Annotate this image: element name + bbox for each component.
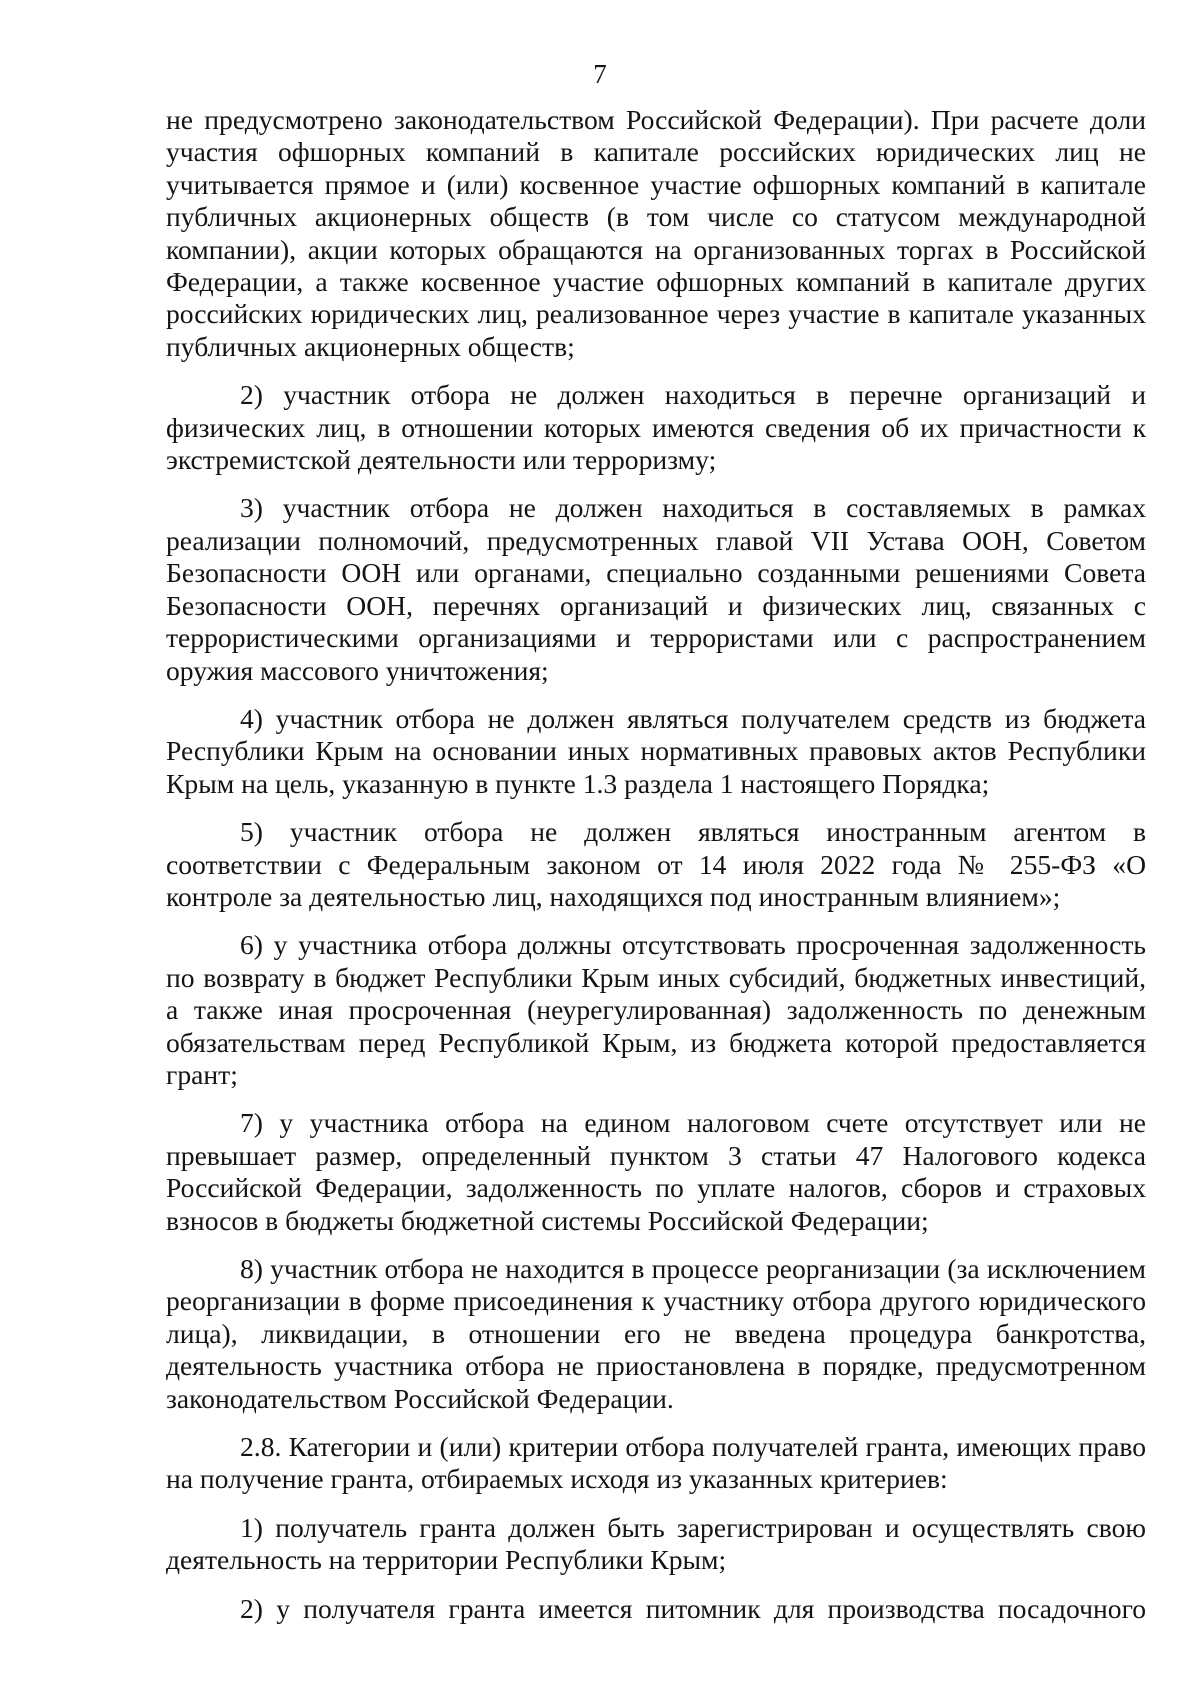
paragraph-item-5-foreign-agent: 5) участник отбора не должен являться иностранным агентом в соответствии с Федеральным законом от 14 июля 2022 года № 255-ФЗ «О контроле за деятельностью лиц, находящихся под иностранным влиянием»; bbox=[166, 816, 1146, 912]
paragraph-item-6-overdue-debt: 6) у участника отбора должны отсутствовать просроченная задолженность по возврату в бюджет Республики Крым иных субсидий, бюджетных инвестиций, а также иная просроченная (неурегулированная) задолженность по денежным обязательствам перед Республикой Крым, из бюджета которой предоставляется грант; bbox=[166, 929, 1146, 1090]
paragraph-item-7-tax-debt: 7) у участника отбора на едином налоговом счете отсутствует или не превышает размер, определенный пунктом 3 статьи 47 Налогового кодекса Российской Федерации, задолженность по уплате налогов, сборов и страховых взносов в бюджеты бюджетной системы Российской Федерации; bbox=[166, 1107, 1146, 1236]
paragraph-criteria-item-2: 2) у получателя гранта имеется питомник для производства посадочного bbox=[240, 1592, 1146, 1624]
paragraph-criteria-item-1: 1) получатель гранта должен быть зарегистрирован и осуществлять свою деятельность на территории Республики Крым; bbox=[166, 1511, 1146, 1576]
document-body bbox=[166, 104, 1146, 1625]
paragraph-offshore-participation: не предусмотрено законодательством Российской Федерации). При расчете доли участия офшорных компаний в капитале российских юридических лиц не учитывается прямое и (или) косвенное участие офшорных компаний в капитале публичных акционерных обществ (в том числе со статусом международной компании), акции которых обращаются на организованных торгах в Российской Федерации, а также косвенное участие офшорных компаний в капитале других российских юридических лиц, реализованное через участие в капитале указанных публичных акционерных обществ; bbox=[166, 104, 1146, 362]
page-number: 7 bbox=[593, 59, 607, 89]
paragraph-item-4-budget-funds: 4) участник отбора не должен являться получателем средств из бюджета Республики Крым на основании иных нормативных правовых актов Республики Крым на цель, указанную в пункте 1.3 раздела 1 настоящего Порядка; bbox=[166, 702, 1146, 799]
paragraph-section-2-8-criteria: 2.8. Категории и (или) критерии отбора получателей гранта, имеющих право на получение гранта, отбираемых исходя из указанных критериев: bbox=[166, 1431, 1146, 1495]
paragraph-item-8-reorganization: 8) участник отбора не находится в процессе реорганизации (за исключением реорганизации в форме присоединения к участнику отбора другого юридического лица), ликвидации, в отношении его не введена процедура банкротства, деятельность участника отбора не приостановлена в порядке, предусмотренном законодательством Российской Федерации. bbox=[166, 1253, 1146, 1414]
paragraph-item-2-extremism-list: 2) участник отбора не должен находиться в перечне организаций и физических лиц, в отношении которых имеются сведения об их причастности к экстремистской деятельности или терроризму; bbox=[166, 379, 1146, 476]
paragraph-item-3-un-lists: 3) участник отбора не должен находиться в составляемых в рамках реализации полномочий, предусмотренных главой VII Устава ООН, Советом Безопасности ООН или органами, специально созданными решениями Совета Безопасности ООН, перечнях организаций и физических лиц, связанных с террористическими организациями и террористами или с распространением оружия массового уничтожения; bbox=[166, 492, 1146, 686]
